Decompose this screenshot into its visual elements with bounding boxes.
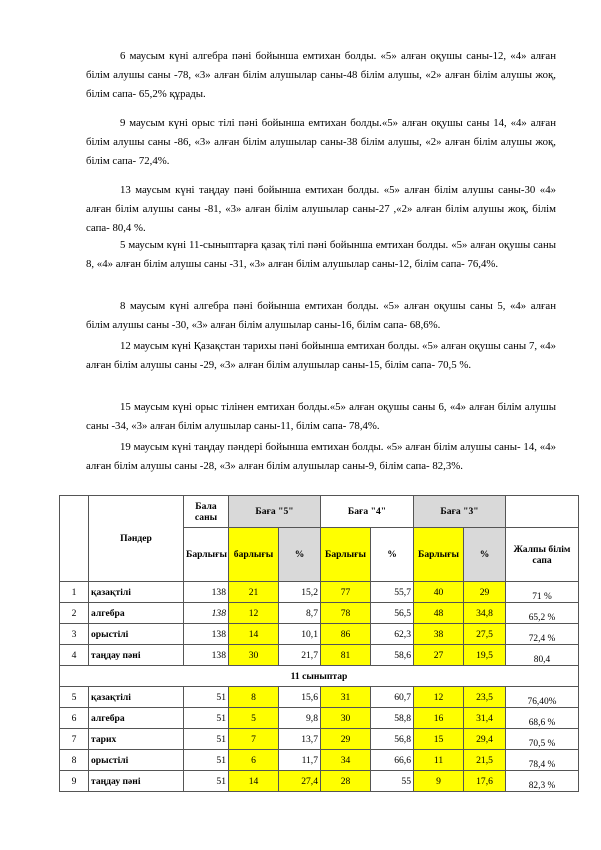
header-quality: Жалпы білім сапа [506, 528, 579, 582]
header-grade5-total: барлығы [229, 528, 279, 582]
section-row-grade11 [60, 666, 579, 687]
row-grade4-percent: 62,3 [371, 624, 414, 645]
row-number: 8 [60, 750, 89, 771]
row-count: 51 [184, 708, 229, 729]
row-quality: 68,6 % [506, 708, 579, 729]
row-subject: қазақтілі [89, 582, 184, 603]
row-quality: 71 % [506, 582, 579, 603]
table-row [60, 603, 579, 624]
row-grade5-count: 30 [229, 645, 279, 666]
row-grade3-percent: 27,5 [464, 624, 506, 645]
row-quality: 80,4 [506, 645, 579, 666]
grade11-rows [60, 687, 579, 792]
header-grade5-percent: % [279, 528, 321, 582]
row-grade4-percent: 56,5 [371, 603, 414, 624]
row-grade5-percent: 27,4 [279, 771, 321, 792]
table-row [60, 582, 579, 603]
row-subject: алгебра [89, 708, 184, 729]
row-number: 9 [60, 771, 89, 792]
row-grade5-percent: 10,1 [279, 624, 321, 645]
row-quality: 72,4 % [506, 624, 579, 645]
row-grade4-percent: 66,6 [371, 750, 414, 771]
row-grade5-count: 7 [229, 729, 279, 750]
header-number-cell [60, 496, 89, 582]
row-grade4-count: 28 [321, 771, 371, 792]
row-grade3-count: 27 [414, 645, 464, 666]
paragraph-algebra-11: 8 маусым күні алгебра пәні бойынша емтихан болды. «5» алған оқушы саны 5, «4» алған білім алушы саны -30, «3» алған білім алушылар саны-16, білім сапа- 68,6%. [86, 300, 556, 331]
row-subject: орыстілі [89, 624, 184, 645]
row-count: 51 [184, 729, 229, 750]
table-row [60, 708, 579, 729]
row-grade4-count: 34 [321, 750, 371, 771]
row-grade4-count: 29 [321, 729, 371, 750]
row-quality: 78,4 % [506, 750, 579, 771]
section-title: 11 сыныптар [60, 666, 579, 687]
row-grade4-percent: 58,6 [371, 645, 414, 666]
row-count: 51 [184, 750, 229, 771]
row-count: 51 [184, 687, 229, 708]
row-grade5-count: 5 [229, 708, 279, 729]
paragraph-russian-11: 15 маусым күні орыс тілінен емтихан болды.«5» алған оқушы саны 6, «4» алған білім алушы саны -34, «3» алған білім алушылар саны-11, білім сапа- 78,4%. [86, 401, 556, 432]
row-quality: 82,3 % [506, 771, 579, 792]
row-count: 51 [184, 771, 229, 792]
row-grade3-count: 12 [414, 687, 464, 708]
row-grade3-count: 48 [414, 603, 464, 624]
row-grade5-percent: 13,7 [279, 729, 321, 750]
row-grade3-count: 11 [414, 750, 464, 771]
row-number: 3 [60, 624, 89, 645]
row-grade5-percent: 11,7 [279, 750, 321, 771]
table-row [60, 750, 579, 771]
row-grade5-percent: 9,8 [279, 708, 321, 729]
row-number: 6 [60, 708, 89, 729]
table-row [60, 645, 579, 666]
row-grade5-percent: 21,7 [279, 645, 321, 666]
row-subject: орыстілі [89, 750, 184, 771]
row-grade5-count: 21 [229, 582, 279, 603]
header-grade3-total: Барлығы [414, 528, 464, 582]
table-row [60, 771, 579, 792]
row-grade4-count: 81 [321, 645, 371, 666]
paragraph-elective-11: 19 маусым күні таңдау пәндері бойынша емтихан болды. «5» алған білім алушы саны- 14, «4» алған білім алушы саны -28, «3» алған білім алушылар саны-9, білім сапа- 82,3%. [86, 441, 556, 472]
table-row [60, 624, 579, 645]
header-grade4: Баға "4" [321, 496, 414, 528]
row-grade4-count: 30 [321, 708, 371, 729]
row-grade4-count: 78 [321, 603, 371, 624]
row-subject: таңдау пәні [89, 645, 184, 666]
header-grade4-total: Барлығы [321, 528, 371, 582]
table-row [60, 729, 579, 750]
row-grade5-percent: 15,2 [279, 582, 321, 603]
row-grade4-count: 77 [321, 582, 371, 603]
row-grade3-percent: 19,5 [464, 645, 506, 666]
row-count: 138 [184, 582, 229, 603]
table-row [60, 687, 579, 708]
row-grade3-count: 15 [414, 729, 464, 750]
row-subject: алгебра [89, 603, 184, 624]
row-grade3-percent: 29 [464, 582, 506, 603]
header-total: Барлығы [184, 528, 229, 582]
row-grade5-count: 14 [229, 771, 279, 792]
row-subject: қазақтілі [89, 687, 184, 708]
row-grade3-count: 38 [414, 624, 464, 645]
row-number: 2 [60, 603, 89, 624]
header-grade5: Баға "5" [229, 496, 321, 528]
row-subject: таңдау пәні [89, 771, 184, 792]
row-grade3-count: 16 [414, 708, 464, 729]
row-quality: 70,5 % [506, 729, 579, 750]
row-grade5-count: 14 [229, 624, 279, 645]
paragraph-algebra-9: 6 маусым күні алгебра пәні бойынша емтихан болды. «5» алған оқушы саны-12, «4» алған білім алушы саны -78, «3» алған білім алушылар саны-48 білім алушы, «2» алған білім алушы жоқ, білім сапа- 65,2% құрады. [86, 50, 556, 100]
header-subjects: Пәндер [89, 496, 184, 582]
row-grade3-count: 40 [414, 582, 464, 603]
row-quality: 65,2 % [506, 603, 579, 624]
exam-results-table [59, 495, 579, 792]
row-grade3-percent: 29,4 [464, 729, 506, 750]
row-grade4-count: 31 [321, 687, 371, 708]
row-subject: тарих [89, 729, 184, 750]
row-grade3-count: 9 [414, 771, 464, 792]
paragraph-russian-9: 9 маусым күні орыс тілі пәні бойынша емтихан болды.«5» алған оқушы саны 14, «4» алған білім алушы саны -86, «3» алған білім алушылар саны-38 білім алушы, «2» алған білім алушы жоқ, білім сапа- 72,4%. [86, 117, 556, 167]
row-grade3-percent: 23,5 [464, 687, 506, 708]
row-count: 138 [184, 624, 229, 645]
row-grade5-count: 8 [229, 687, 279, 708]
row-number: 5 [60, 687, 89, 708]
header-count: Бала саны [184, 496, 229, 528]
header-grade3-percent: % [464, 528, 506, 582]
grade9-rows [60, 582, 579, 666]
row-grade4-percent: 55,7 [371, 582, 414, 603]
row-quality: 76,40% [506, 687, 579, 708]
paragraph-history-11: 12 маусым күні Қазақстан тарихы пәні бойынша емтихан болды. «5» алған оқушы саны 7, «4» алған білім алушы саны -29, «3» алған білім алушылар саны-15, білім сапа- 70,5 %. [86, 340, 556, 371]
row-grade4-percent: 58,8 [371, 708, 414, 729]
row-count: 138 [184, 603, 229, 624]
header-empty [506, 496, 579, 528]
header-grade3: Баға "3" [414, 496, 506, 528]
row-number: 1 [60, 582, 89, 603]
row-grade4-percent: 60,7 [371, 687, 414, 708]
row-grade4-count: 86 [321, 624, 371, 645]
paragraph-kazakh-11: 5 маусым күні 11-сыныптарға қазақ тілі пәні бойынша емтихан болды. «5» алған оқушы саны 8, «4» алған білім алушы саны -31, «3» алған білім алушылар саны-12, білім сапа- 76,4%. [86, 239, 556, 270]
row-grade5-percent: 8,7 [279, 603, 321, 624]
header-grade4-percent: % [371, 528, 414, 582]
table-header-row-1 [60, 496, 579, 528]
row-number: 4 [60, 645, 89, 666]
row-grade4-percent: 56,8 [371, 729, 414, 750]
row-count: 138 [184, 645, 229, 666]
row-grade4-percent: 55 [371, 771, 414, 792]
paragraph-elective-9: 13 маусым күні таңдау пәні бойынша емтихан болды. «5» алған білім алушы саны-30 «4» алған білім алушы саны -81, «3» алған білім алушылар саны-27 ,«2» алған білім алушы жоқ, білім сапа- 80,4 %. [86, 184, 556, 234]
row-grade3-percent: 17,6 [464, 771, 506, 792]
row-grade5-count: 12 [229, 603, 279, 624]
row-grade5-count: 6 [229, 750, 279, 771]
row-grade3-percent: 34,8 [464, 603, 506, 624]
row-number: 7 [60, 729, 89, 750]
row-grade3-percent: 21,5 [464, 750, 506, 771]
row-grade3-percent: 31,4 [464, 708, 506, 729]
row-grade5-percent: 15,6 [279, 687, 321, 708]
